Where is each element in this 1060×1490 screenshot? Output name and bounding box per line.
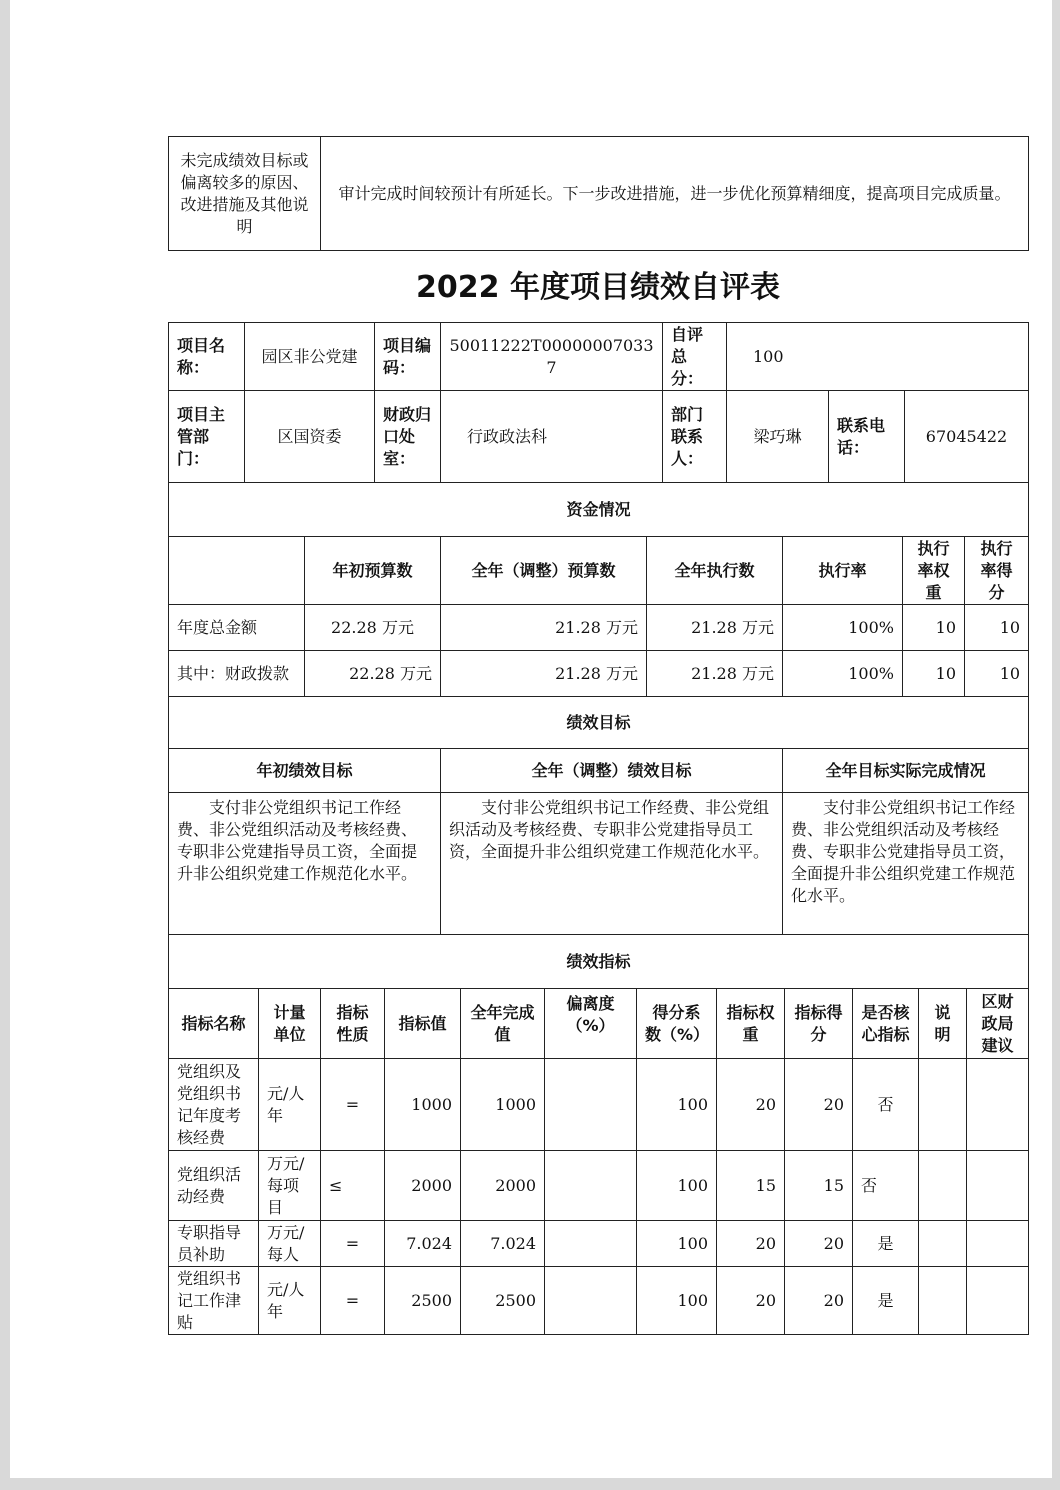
indicator-cell: 元/人年 <box>259 1059 321 1151</box>
indicator-cell: 是 <box>853 1221 919 1267</box>
indicator-cell: 2000 <box>385 1151 461 1221</box>
indicator-cell: 15 <box>785 1151 853 1221</box>
prev-table <box>168 136 1029 251</box>
indicator-cell: 2500 <box>461 1267 545 1335</box>
page-title: 2022 年度项目绩效自评表 <box>416 270 780 305</box>
funds-cell: 22.28 万元 <box>305 651 441 697</box>
indicator-cell <box>545 1059 637 1151</box>
project-code-label: 项目编码： <box>375 323 441 391</box>
indicator-cell <box>967 1267 1029 1335</box>
indicator-cell: = <box>321 1059 385 1151</box>
phone-value: 67045422 <box>905 391 1029 483</box>
indicator-cell: 100 <box>637 1151 717 1221</box>
indicator-cell: 专职指导员补助 <box>169 1221 259 1267</box>
goal-actual: 支付非公党组织书记工作经费、非公党组织活动及考核经费、专职非公党建指导员工资，全面提升非公组织党建工作规范化水平。 <box>783 793 1029 935</box>
score-value: 100 <box>727 323 1029 391</box>
funds-row <box>169 605 1029 651</box>
indicator-cell: ≤ <box>321 1151 385 1221</box>
project-code: 50011222T000000070337 <box>441 323 663 391</box>
indicator-cell <box>919 1059 967 1151</box>
goal-adjusted: 支付非公党组织书记工作经费、非公党组织活动及考核经费、专职非公党建指导员工资，全面提升非公组织党建工作规范化水平。 <box>441 793 783 935</box>
funds-cell: 10 <box>903 651 965 697</box>
indicator-header: 区财政局建议 <box>967 989 1029 1059</box>
indicator-cell: 万元/每人 <box>259 1221 321 1267</box>
indicator-header: 偏离度（%） <box>545 989 637 1059</box>
indicator-cell <box>545 1151 637 1221</box>
indicator-cell: 100 <box>637 1221 717 1267</box>
indicator-row <box>169 1221 1029 1267</box>
indicator-cell: 100 <box>637 1267 717 1335</box>
indicator-cell: 15 <box>717 1151 785 1221</box>
goals-header: 全年目标实际完成情况 <box>783 749 1029 793</box>
indicator-cell <box>967 1059 1029 1151</box>
funds-cell: 10 <box>965 651 1029 697</box>
indicator-cell: 20 <box>785 1059 853 1151</box>
indicator-cell <box>545 1267 637 1335</box>
goal-initial: 支付非公党组织书记工作经费、非公党组织活动及考核经费、专职非公党建指导员工资，全面提升非公组织党建工作规范化水平。 <box>169 793 441 935</box>
indicator-cell: 否 <box>853 1151 919 1221</box>
funds-cell: 年度总金额 <box>169 605 305 651</box>
indicator-cell: 20 <box>785 1221 853 1267</box>
goals-section-title: 绩效目标 <box>169 697 1029 749</box>
finance-value: 行政政法科 <box>441 391 663 483</box>
funds-cell: 22.28 万元 <box>305 605 441 651</box>
funds-cell: 10 <box>903 605 965 651</box>
indicator-cell: = <box>321 1267 385 1335</box>
funds-cell: 21.28 万元 <box>441 651 647 697</box>
funds-cell: 21.28 万元 <box>647 605 783 651</box>
funds-header: 全年执行数 <box>647 537 783 605</box>
project-name-label: 项目名称： <box>169 323 245 391</box>
indicator-cell: 2000 <box>461 1151 545 1221</box>
funds-header: 执行率权重 <box>903 537 965 605</box>
funds-header: 全年（调整）预算数 <box>441 537 647 605</box>
indicator-cell: 是 <box>853 1267 919 1335</box>
funds-header <box>169 537 305 605</box>
funds-cell: 100% <box>783 651 903 697</box>
goals-table <box>168 696 1029 935</box>
funds-cell: 10 <box>965 605 1029 651</box>
indicator-cell: 党组织书记工作津贴 <box>169 1267 259 1335</box>
indicator-cell: 否 <box>853 1059 919 1151</box>
project-name: 园区非公党建 <box>245 323 375 391</box>
funds-table <box>168 482 1029 697</box>
indicator-cell <box>919 1221 967 1267</box>
indicator-cell: 1000 <box>385 1059 461 1151</box>
indicator-row <box>169 1267 1029 1335</box>
indicator-cell: 20 <box>785 1267 853 1335</box>
indicator-cell: 元/人年 <box>259 1267 321 1335</box>
indicator-header: 全年完成值 <box>461 989 545 1059</box>
dept-label: 项目主管部门： <box>169 391 245 483</box>
funds-header: 年初预算数 <box>305 537 441 605</box>
indicator-header: 是否核心指标 <box>853 989 919 1059</box>
indicators-section-title: 绩效指标 <box>169 935 1029 989</box>
indicator-cell: = <box>321 1221 385 1267</box>
phone-label: 联系电话： <box>829 391 905 483</box>
indicator-header: 指标性质 <box>321 989 385 1059</box>
indicator-cell <box>967 1221 1029 1267</box>
info-table <box>168 322 1029 483</box>
document-page <box>10 0 1052 1478</box>
indicator-header: 指标值 <box>385 989 461 1059</box>
indicator-cell <box>919 1151 967 1221</box>
indicator-header: 说明 <box>919 989 967 1059</box>
contact-value: 梁巧琳 <box>727 391 829 483</box>
prev-content: 审计完成时间较预计有所延长。下一步改进措施，进一步优化预算精细度，提高项目完成质量。 <box>321 137 1029 251</box>
dept-value: 区国资委 <box>245 391 375 483</box>
score-label: 自评总分： <box>663 323 727 391</box>
indicator-cell: 党组织活动经费 <box>169 1151 259 1221</box>
indicator-header: 得分系数（%） <box>637 989 717 1059</box>
funds-cell: 21.28 万元 <box>647 651 783 697</box>
contact-label: 部门联系人： <box>663 391 727 483</box>
funds-header: 执行率 <box>783 537 903 605</box>
indicator-cell <box>967 1151 1029 1221</box>
goals-header: 年初绩效目标 <box>169 749 441 793</box>
finance-label: 财政归口处室： <box>375 391 441 483</box>
indicator-cell: 20 <box>717 1221 785 1267</box>
indicator-header: 指标权重 <box>717 989 785 1059</box>
indicator-cell: 党组织及党组织书记年度考核经费 <box>169 1059 259 1151</box>
goals-header: 全年（调整）绩效目标 <box>441 749 783 793</box>
indicator-cell: 7.024 <box>385 1221 461 1267</box>
indicator-cell: 20 <box>717 1059 785 1151</box>
indicator-cell: 1000 <box>461 1059 545 1151</box>
funds-cell: 100% <box>783 605 903 651</box>
indicator-cell: 万元/每项目 <box>259 1151 321 1221</box>
funds-cell: 其中：财政拨款 <box>169 651 305 697</box>
indicators-table <box>168 934 1029 1335</box>
indicator-row <box>169 1151 1029 1221</box>
indicator-cell <box>545 1221 637 1267</box>
funds-section-title: 资金情况 <box>169 483 1029 537</box>
indicator-row <box>169 1059 1029 1151</box>
funds-cell: 21.28 万元 <box>441 605 647 651</box>
funds-row <box>169 651 1029 697</box>
prev-label: 未完成绩效目标或偏离较多的原因、改进措施及其他说明 <box>169 137 321 251</box>
indicator-cell: 20 <box>717 1267 785 1335</box>
indicator-header: 指标名称 <box>169 989 259 1059</box>
indicator-cell: 100 <box>637 1059 717 1151</box>
indicator-cell: 2500 <box>385 1267 461 1335</box>
indicator-header: 计量单位 <box>259 989 321 1059</box>
indicator-header: 指标得分 <box>785 989 853 1059</box>
funds-header: 执行率得分 <box>965 537 1029 605</box>
indicator-cell <box>919 1267 967 1335</box>
indicator-cell: 7.024 <box>461 1221 545 1267</box>
